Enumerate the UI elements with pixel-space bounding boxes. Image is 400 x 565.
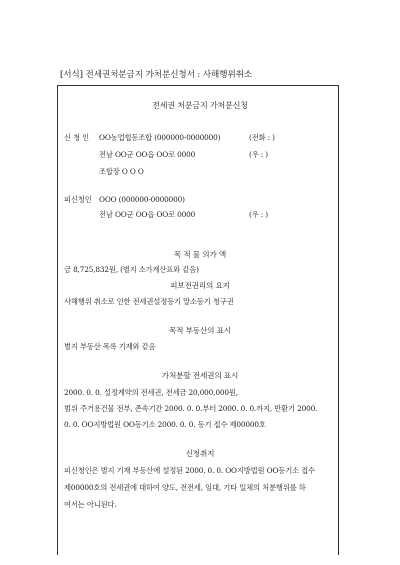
lease-title: 가처분할 전세권의 표시 [161, 371, 239, 380]
property-text: 별지 부동산 목록 기재와 같음 [64, 342, 156, 351]
purpose-line: 제00000호의 전세권에 대하여 양도, 전전세, 임대, 기타 일체의 처분행위를 하 [64, 483, 306, 492]
form-title: 전세권 처분금지 가처분신청 [152, 101, 248, 110]
preserved-right-title: 피보전권리의 요지 [170, 281, 230, 290]
lease-line: 범위 주거용건물 전부, 존속기간 2000. 0. 0.부터 2000. 0. 0.까지, 반환기 2000. [64, 404, 318, 413]
purpose-line: 여서는 아니된다. [64, 500, 117, 509]
preserved-right-text: 사해행위 취소로 인한 전세권설정등기 말소등기 청구권 [64, 297, 234, 306]
respondent-label: 피신청인 [64, 195, 92, 204]
applicant-name: OO농업협동조합 (000000-0000000) [99, 133, 221, 142]
respondent-postal: (우 : ) [249, 210, 268, 219]
applicant-representative: 조합장 O O O [99, 167, 144, 176]
respondent-name: OOO (000000-0000000) [99, 195, 185, 204]
object-value-text: 금 8,725,832원, (별지 소가계산표와 같음) [64, 265, 199, 274]
purpose-title: 신청취지 [185, 449, 215, 458]
respondent-address: 전남 OO군 OO읍 OO로 0000 [99, 210, 196, 219]
applicant-label: 신 청 인 [64, 133, 90, 142]
document-caption: [서식] 전세권처분금지 가처분신청서 : 사해행위취소 [60, 70, 253, 80]
applicant-address: 전남 OO군 OO읍 OO로 0000 [99, 150, 196, 159]
property-title: 목적 부동산의 표시 [168, 326, 231, 335]
purpose-line: 피신청인은 별지 기재 부동산에 설정된 2000. 0. 0. OO지방법원 OO등기소 접수 [64, 466, 315, 475]
applicant-postal: (우 : ) [249, 150, 268, 159]
lease-line: 2000. 0. 0. 설정계약의 전세권, 전세금 20,000,000원, [64, 388, 238, 397]
applicant-phone: (전화 : ) [249, 133, 275, 142]
object-value-title: 목 적 물 의가 액 [173, 250, 227, 259]
lease-line: 0. 0. OO지방법원 OO등기소 2000. 0. 0. 등기 접수 제00000호 [64, 420, 266, 429]
